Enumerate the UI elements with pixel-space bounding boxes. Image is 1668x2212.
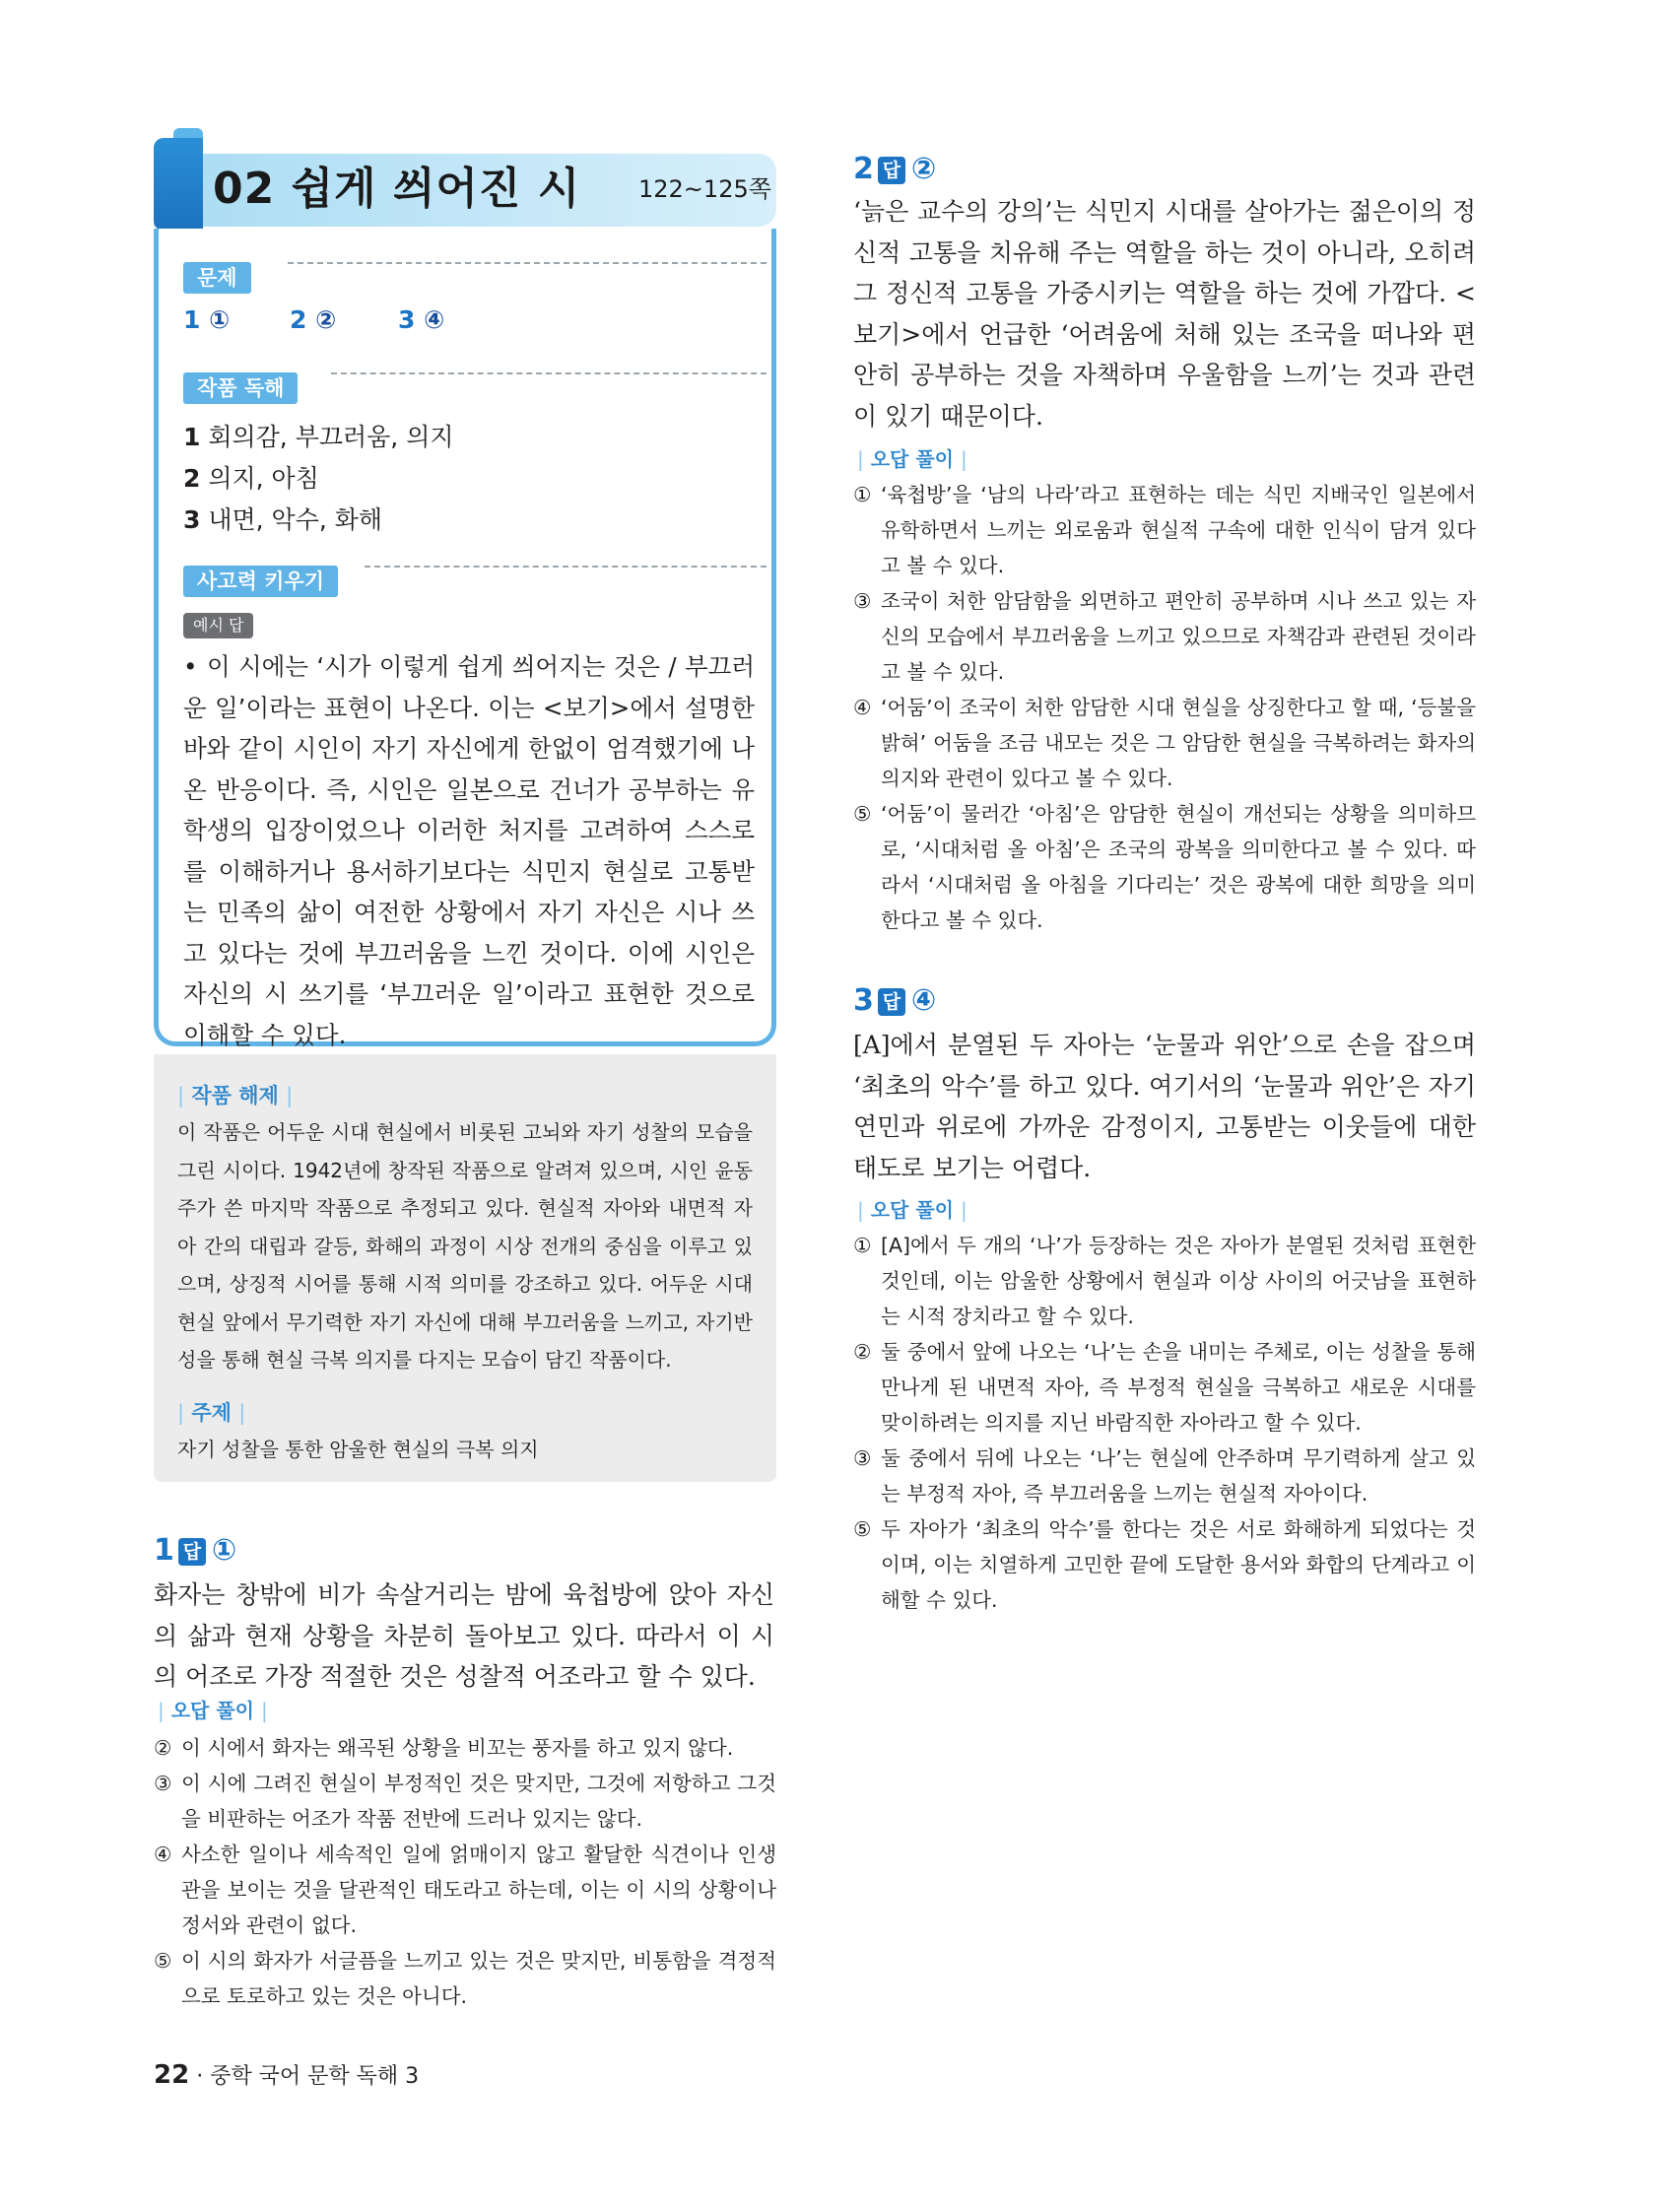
answer-2-num: 2 xyxy=(290,305,307,334)
reading-item-3-text: 내면, 악수, 화해 xyxy=(208,505,383,534)
option-text: 사소한 일이나 세속적인 일에 얽매이지 않고 활달한 식견이나 인생관을 보이는 것을 달관적인 태도라고 하는데, 이는 이 시의 상황이나 정서와 관련이 없다. xyxy=(181,1843,776,1937)
answer-1-heading-mark: ① xyxy=(211,1533,237,1568)
bar-left: | xyxy=(857,1198,864,1222)
option-mark: ② xyxy=(853,1340,872,1364)
option-text: 이 시의 화자가 서글픔을 느끼고 있는 것은 맞지만, 비통함을 격정적으로 토로하고 있는 것은 아니다. xyxy=(181,1949,776,2008)
answer-2-heading xyxy=(853,152,936,186)
s3-option-5 xyxy=(853,1511,1476,1618)
error-label-1 xyxy=(158,1695,268,1723)
answer-2-heading-mark: ② xyxy=(910,152,937,186)
answer-2-explanation: ‘늙은 교수의 강의’는 식민지 시대를 살아가는 젊은이의 정신적 고통을 치유해 주는 역할을 하는 것이 아니라, 오히려 그 정신적 고통을 가중시키는 역할을 하는 것에 가깝다. <보기>에서 언급한 ‘어려움에 처해 있는 조국을 떠나와 편안히 공부하는 것을 자책하며 우울함을 느끼’는 것과 관련이 있기 때문이다. xyxy=(853,197,1476,431)
reading-item-3-num: 3 xyxy=(183,505,201,534)
option-text: 조국이 처한 암담함을 외면하고 편안히 공부하며 시나 쓰고 있는 자신의 모습에서 부끄러움을 느끼고 있으므로 자책감과 관련된 것이라고 볼 수 있다. xyxy=(881,589,1476,684)
divider xyxy=(288,262,767,264)
reading-item-2 xyxy=(183,459,319,495)
thinking-chip: 사고력 키우기 xyxy=(183,566,338,597)
reading-item-2-text: 의지, 아침 xyxy=(208,464,319,493)
book-title: 중학 국어 문학 독해 3 xyxy=(210,2064,420,2089)
answer-1-num: 1 xyxy=(183,305,201,334)
s2-option-1 xyxy=(853,477,1476,583)
reading-item-3 xyxy=(183,501,382,536)
page-number: 22 xyxy=(154,2060,190,2090)
option-mark: ④ xyxy=(154,1843,172,1866)
bar-left: | xyxy=(177,1401,185,1425)
divider xyxy=(331,372,767,374)
s1-option-2 xyxy=(154,1730,776,1766)
option-mark: ⑤ xyxy=(853,1517,872,1541)
option-text: ‘어둠’이 물러간 ‘아침’은 암담한 현실이 개선되는 상황을 의미하므로, ‘시대처럼 올 아침’은 조국의 광복을 의미한다고 볼 수 있다. 따라서 ‘시대처럼 올 아침을 기다리는’ 것은 광복에 대한 희망을 의미한다고 볼 수 있다. xyxy=(881,802,1476,932)
s1-option-3 xyxy=(154,1766,776,1837)
answer-1-heading-num: 1 xyxy=(154,1533,174,1568)
s1-option-5 xyxy=(154,1943,776,2014)
theme-label xyxy=(177,1397,245,1427)
answer-2-heading-num: 2 xyxy=(853,152,874,186)
page-title: 02 쉽게 씌어진 시 xyxy=(213,164,581,214)
reading-item-2-num: 2 xyxy=(183,464,201,493)
option-text: 이 시에 그려진 현실이 부정적인 것은 맞지만, 그것에 저항하고 그것을 비판하는 어조가 작품 전반에 드러나 있지는 않다. xyxy=(181,1772,776,1831)
reading-item-1 xyxy=(183,418,454,453)
option-mark: ③ xyxy=(154,1772,172,1795)
reading-item-1-num: 1 xyxy=(183,423,201,451)
theme-text: 자기 성찰을 통한 암울한 현실의 극복 의지 xyxy=(177,1438,539,1461)
reading-item-1-text: 회의감, 부끄러움, 의지 xyxy=(208,423,454,451)
problem-chip: 문제 xyxy=(183,262,251,294)
option-mark: ① xyxy=(853,483,872,506)
example-answer-body: 이 시에는 ‘시가 이렇게 쉽게 씌어지는 것은 / 부끄러운 일’이라는 표현이 나온다. 이는 <보기>에서 설명한 바와 같이 시인이 자기 자신에게 한없이 엄격했기에 나온 반응이다. 즉, 시인은 일본으로 건너가 공부하는 유학생의 입장이었으나 이러한 처지를 고려하여 스스로를 이해하거나 용서하기보다는 식민지 현실로 고통받는 민족의 삶이 여전한 상황에서 자기 자신은 시나 쓰고 있다는 것에 부끄러움을 느낀 것이다. 이에 시인은 자신의 시 쓰기를 ‘부끄러운 일’이라고 표현한 것으로 이해할 수 있다. xyxy=(183,652,755,1049)
option-mark: ⑤ xyxy=(154,1949,172,1973)
s2-option-4 xyxy=(853,690,1476,796)
page-range: 122~125쪽 xyxy=(638,175,771,203)
answer-1-heading xyxy=(154,1533,236,1568)
answer-2-mark: ② xyxy=(315,305,337,334)
bar-left: | xyxy=(857,447,864,471)
answer-tag-icon: 답 xyxy=(178,1538,206,1566)
answer-3-num: 3 xyxy=(398,305,416,334)
bar-right: | xyxy=(960,447,967,471)
s3-option-2 xyxy=(853,1334,1476,1441)
error-label-2-text: 오답 풀이 xyxy=(870,447,954,471)
s1-option-4 xyxy=(154,1837,776,1943)
bar-right: | xyxy=(238,1401,246,1425)
answer-3-heading xyxy=(853,983,936,1018)
option-mark: ③ xyxy=(853,589,872,613)
bar-left: | xyxy=(158,1699,165,1722)
error-label-1-text: 오답 풀이 xyxy=(170,1699,254,1722)
s2-option-5 xyxy=(853,796,1476,938)
s3-option-3 xyxy=(853,1441,1476,1511)
reading-chip: 작품 독해 xyxy=(183,372,298,404)
answer-tag-icon: 답 xyxy=(878,988,905,1016)
answer-3-mark: ④ xyxy=(424,305,445,334)
answer-3-heading-num: 3 xyxy=(853,983,874,1018)
option-mark: ① xyxy=(853,1234,872,1257)
s2-option-3 xyxy=(853,583,1476,690)
answer-1-explanation: 화자는 창밖에 비가 속살거리는 밤에 육첩방에 앉아 자신의 삶과 현재 상황을 차분히 돌아보고 있다. 따라서 이 시의 어조로 가장 적절한 것은 성찰적 어조라고 할 수 있다. xyxy=(154,1580,774,1691)
error-label-3 xyxy=(857,1194,967,1223)
divider xyxy=(365,566,767,568)
option-text: 둘 중에서 뒤에 나오는 ‘나’는 현실에 안주하며 무기력하게 살고 있는 부정적 자아, 즉 부끄러움을 느끼는 현실적 자아이다. xyxy=(881,1446,1476,1506)
bullet-icon: • xyxy=(183,652,198,681)
answer-3-heading-mark: ④ xyxy=(910,983,937,1018)
answer-tag-icon: 답 xyxy=(878,157,905,184)
answer-2 xyxy=(290,305,336,334)
bar-right: | xyxy=(960,1198,967,1222)
error-label-2 xyxy=(857,443,967,472)
option-text: 둘 중에서 앞에 나오는 ‘나’는 손을 내미는 주체로, 이는 성찰을 통해 만나게 된 내면적 자아, 즉 부정적 현실을 극복하고 새로운 시대를 맞이하려는 의지를 지닌 바람직한 자아라고 할 수 있다. xyxy=(881,1340,1476,1435)
answer-1-mark: ① xyxy=(209,305,231,334)
option-mark: ③ xyxy=(853,1446,872,1470)
answer-3 xyxy=(398,305,444,334)
analysis-text: 이 작품은 어두운 시대 현실에서 비롯된 고뇌와 자기 성찰의 모습을 그린 시이다. 1942년에 창작된 작품으로 알려져 있으며, 시인 윤동주가 쓴 마지막 작품으로 추정되고 있다. 현실적 자아와 내면적 자아 간의 대립과 갈등, 화해의 과정이 시상 전개의 중심을 이루고 있으며, 상징적 시어를 통해 시적 의미를 강조하고 있다. 어두운 시대 현실 앞에서 무기력한 자기 자신에 대해 부끄러움을 느끼고, 자기반성을 통해 현실 극복 의지를 다지는 모습이 담긴 작품이다. xyxy=(177,1120,753,1372)
answer-3-explanation: [A]에서 분열된 두 자아는 ‘눈물과 위안’으로 손을 잡으며 ‘최초의 악수’를 하고 있다. 여기서의 ‘눈물과 위안’은 자기 연민과 위로에 가까운 감정이지, 고통받는 이웃들에 대한 태도로 보기는 어렵다. xyxy=(853,1031,1476,1182)
title-tab xyxy=(154,138,203,231)
theme-label-text: 주제 xyxy=(191,1401,232,1425)
s3-option-1 xyxy=(853,1228,1476,1334)
option-mark: ② xyxy=(154,1736,172,1760)
footer-separator: · xyxy=(196,2064,204,2089)
option-text: ‘육첩방’을 ‘남의 나라’라고 표현하는 데는 식민 지배국인 일본에서 유학하면서 느끼는 외로움과 현실적 구속에 대한 인식이 담겨 있다고 볼 수 있다. xyxy=(881,483,1476,577)
option-text: ‘어둠’이 조국이 처한 암담한 시대 현실을 상징한다고 할 때, ‘등불을 밝혀’ 어둠을 조금 내모는 것은 그 암담한 현실을 극복하려는 화자의 의지와 관련이 있다고 볼 수 있다. xyxy=(881,696,1476,790)
error-label-3-text: 오답 풀이 xyxy=(870,1198,954,1222)
example-answer-text xyxy=(183,646,755,1055)
option-text: 두 자아가 ‘최초의 악수’를 한다는 것은 서로 화해하게 되었다는 것이며, 이는 치열하게 고민한 끝에 도달한 용서와 화합의 단계라고 이해할 수 있다. xyxy=(881,1517,1476,1612)
option-mark: ④ xyxy=(853,696,872,719)
analysis-label-text: 작품 해제 xyxy=(191,1084,279,1107)
example-answer-chip: 예시 답 xyxy=(183,613,253,638)
analysis-label xyxy=(177,1080,293,1109)
bar-right: | xyxy=(286,1084,294,1107)
answer-1 xyxy=(183,305,230,334)
option-text: [A]에서 두 개의 ‘나’가 등장하는 것은 자아가 분열된 것처럼 표현한 것인데, 이는 암울한 상황에서 현실과 이상 사이의 어긋남을 표현하는 시적 장치라고 할 수 있다. xyxy=(881,1234,1476,1328)
option-mark: ⑤ xyxy=(853,802,872,826)
page-footer xyxy=(154,2059,419,2090)
bar-left: | xyxy=(177,1084,185,1107)
option-text: 이 시에서 화자는 왜곡된 상황을 비꼬는 풍자를 하고 있지 않다. xyxy=(181,1736,734,1760)
bar-right: | xyxy=(260,1699,268,1722)
